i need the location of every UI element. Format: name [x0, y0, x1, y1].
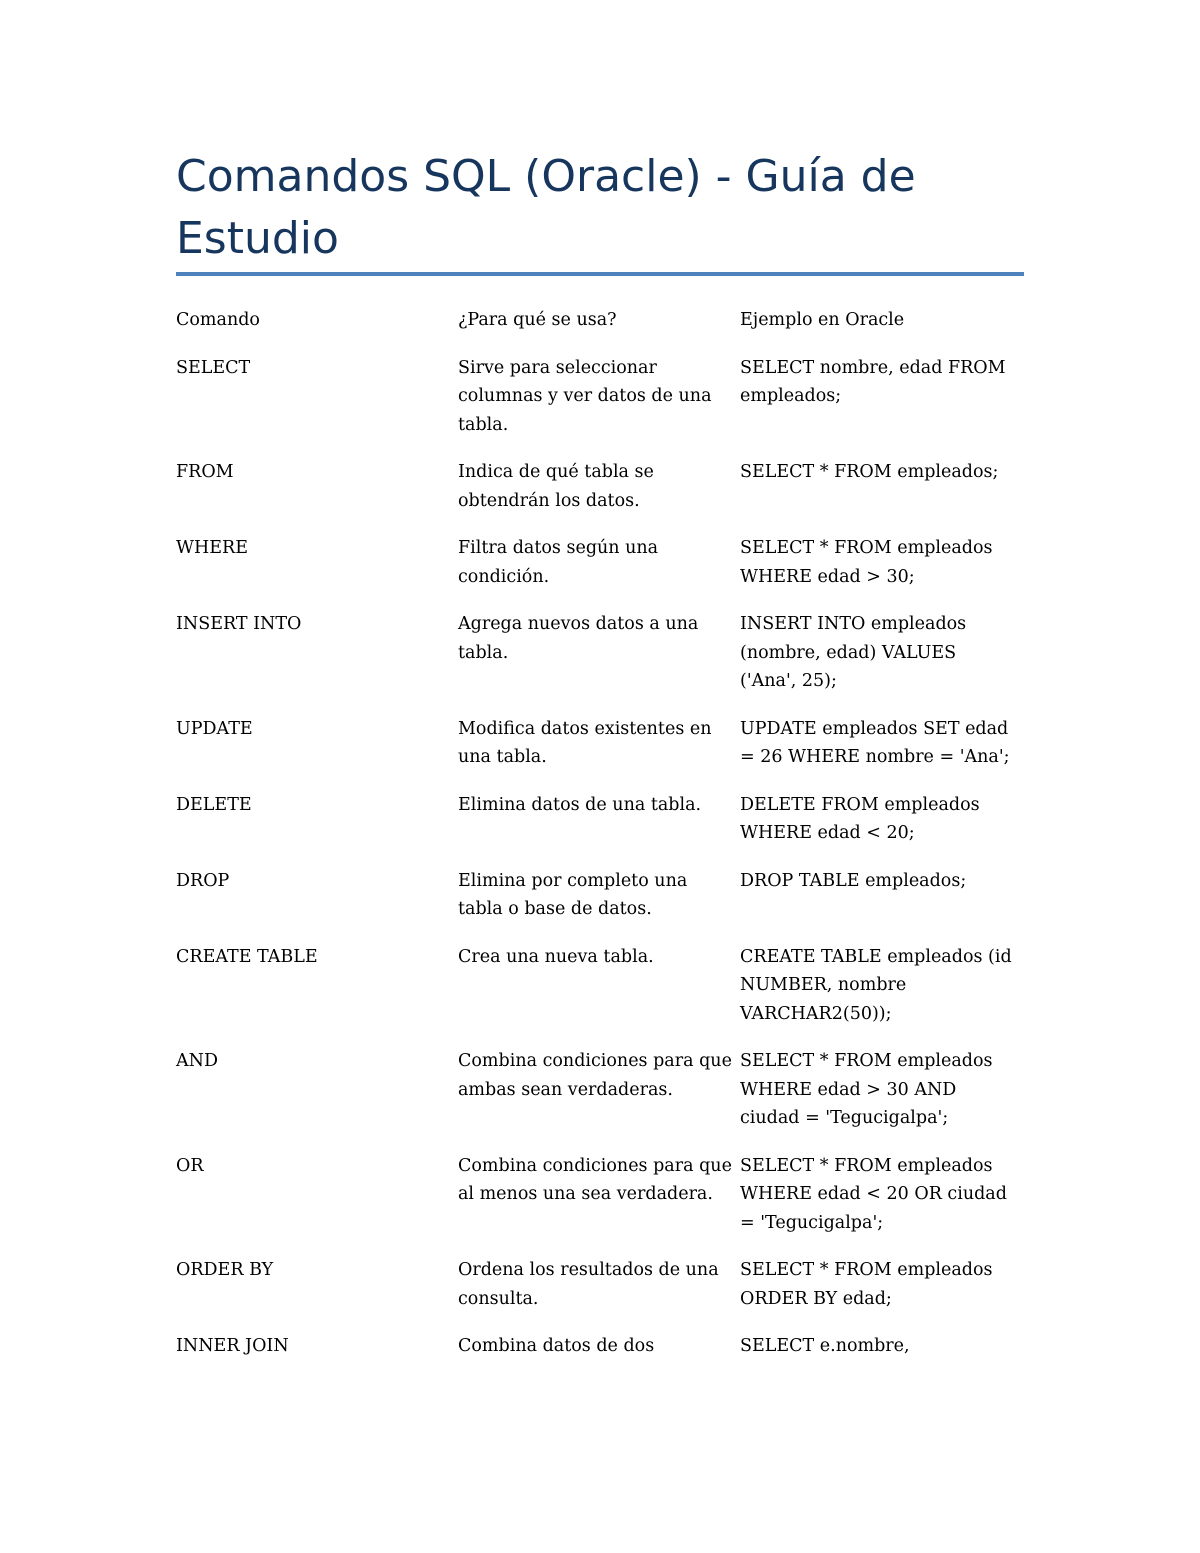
- example-cell: SELECT * FROM empleados ORDER BY edad;: [740, 1260, 993, 1309]
- purpose-cell: Combina condiciones para que al menos una sea verdadera.: [458, 1155, 732, 1204]
- purpose-cell: Elimina datos de una tabla.: [458, 794, 702, 815]
- command-cell: INSERT INTO: [176, 614, 302, 634]
- table-row: [176, 1256, 1024, 1332]
- sql-commands-table: [176, 306, 1024, 1380]
- example-cell: SELECT nombre, edad FROM empleados;: [740, 357, 1006, 406]
- title-underline-rule: [176, 272, 1024, 276]
- command-cell: INNER JOIN: [176, 1336, 289, 1356]
- command-cell: AND: [176, 1051, 218, 1071]
- example-cell: DELETE FROM empleados WHERE edad < 20;: [740, 794, 980, 843]
- table-header-row: [176, 306, 1024, 354]
- purpose-cell: Filtra datos según una condición.: [458, 538, 659, 587]
- example-cell: SELECT * FROM empleados;: [740, 462, 999, 482]
- command-cell: WHERE: [176, 538, 248, 558]
- purpose-cell: Elimina por completo una tabla o base de datos.: [458, 870, 688, 919]
- command-cell: SELECT: [176, 357, 251, 378]
- command-cell: UPDATE: [176, 718, 253, 739]
- example-cell: SELECT e.nombre,: [740, 1336, 910, 1356]
- document-title: Comandos SQL (Oracle) - Guía de Estudio: [176, 151, 916, 264]
- example-cell: SELECT * FROM empleados WHERE edad > 30;: [740, 538, 993, 587]
- table-row: [176, 715, 1024, 791]
- purpose-cell: Sirve para seleccionar columnas y ver datos de una tabla.: [458, 357, 712, 435]
- example-cell: CREATE TABLE empleados (id NUMBER, nombre VARCHAR2(50));: [740, 946, 1012, 1024]
- header-command: Comando: [176, 310, 260, 330]
- command-cell: ORDER BY: [176, 1260, 274, 1280]
- purpose-cell: Crea una nueva tabla.: [458, 946, 654, 967]
- table-row: [176, 1047, 1024, 1152]
- command-cell: DELETE: [176, 794, 252, 815]
- header-example: Ejemplo en Oracle: [740, 310, 905, 330]
- table-row: [176, 1152, 1024, 1257]
- command-cell: FROM: [176, 462, 234, 482]
- example-cell: INSERT INTO empleados (nombre, edad) VALUES ('Ana', 25);: [740, 614, 967, 691]
- example-cell: UPDATE empleados SET edad = 26 WHERE nombre = 'Ana';: [740, 718, 1010, 767]
- command-cell: OR: [176, 1155, 204, 1176]
- purpose-cell: Agrega nuevos datos a una tabla.: [458, 614, 699, 663]
- table-row: [176, 1332, 1024, 1380]
- header-purpose: ¿Para qué se usa?: [458, 310, 617, 330]
- example-cell: SELECT * FROM empleados WHERE edad > 30 AND ciudad = 'Tegucigalpa';: [740, 1051, 993, 1128]
- table-row: [176, 610, 1024, 715]
- table-row: [176, 354, 1024, 459]
- command-cell: DROP: [176, 870, 230, 891]
- purpose-cell: Combina condiciones para que ambas sean verdaderas.: [458, 1051, 732, 1100]
- table-row: [176, 943, 1024, 1048]
- table-row: [176, 458, 1024, 534]
- table-row: [176, 791, 1024, 867]
- table-row: [176, 534, 1024, 610]
- purpose-cell: Combina datos de dos: [458, 1336, 655, 1356]
- example-cell: DROP TABLE empleados;: [740, 870, 967, 891]
- table-row: [176, 867, 1024, 943]
- purpose-cell: Modifica datos existentes en una tabla.: [458, 718, 712, 767]
- purpose-cell: Indica de qué tabla se obtendrán los datos.: [458, 462, 654, 511]
- purpose-cell: Ordena los resultados de una consulta.: [458, 1260, 719, 1309]
- command-cell: CREATE TABLE: [176, 946, 318, 967]
- example-cell: SELECT * FROM empleados WHERE edad < 20 OR ciudad = 'Tegucigalpa';: [740, 1155, 1007, 1233]
